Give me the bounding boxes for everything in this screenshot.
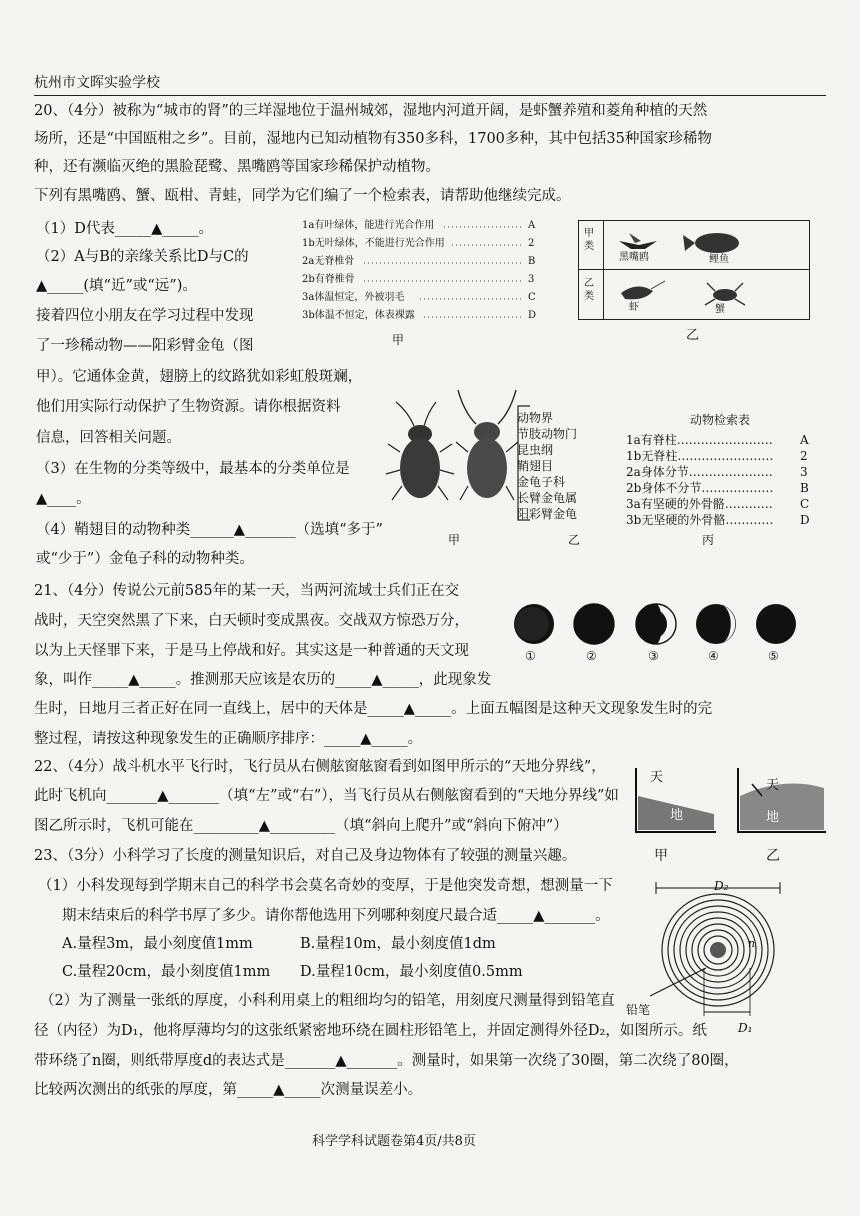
animal-key-row: 3b无坚硬的外骨骼………… [626,513,774,527]
table-yi-label: 乙 [686,328,700,343]
eclipse-label-2: ② [586,649,597,663]
beetle-label: 甲 [448,533,461,547]
q20-line-4: 下列有黑嘴鸥、蟹、瓯柑、青蛙，同学为它们编了一个检索表，请帮助他继续完成。 [34,188,571,204]
beetle-icon [386,402,454,500]
label-n: n [748,937,756,950]
taxonomy-label: 乙 [568,533,581,547]
q23-option-a: A.量程3m，最小刻度值1mm [62,936,253,952]
taxonomy-item: 鞘翅目 [517,459,554,473]
animal-key-code: D [800,513,810,527]
horizon-yi-label: 乙 [766,848,780,864]
taxonomy-item: 节肢动物门 [517,427,578,441]
q20-line-3: 种，还有濒临灭绝的黑脸琵鹭、黑嘴鸥等国家珍稀保护动植物。 [34,159,440,175]
key-jia-code: C [528,292,536,303]
label-d1: D₁ [738,1021,753,1035]
q23-line-3: 期末结束后的科学书厚了多少。请你帮他选用下列哪种刻度尺最合适_____▲_______。 [62,908,610,924]
table-yi-drawings [579,221,809,319]
q23-line-4: （2）为了测量一张纸的厚度，小科利用桌上的粗细均匀的铅笔，用刻度尺测量得到铅笔直 [40,993,615,1009]
taxonomy-item: 阳彩臂金龟 [517,507,578,521]
key-jia-code: 2 [528,238,535,249]
animal-key-row: 1a有脊柱…………………… [626,433,773,447]
animal-key-code: A [800,433,809,447]
animal-key-row: 3a有坚硬的外骨骼………… [626,497,773,511]
key-jia-row: 1b无叶绿体，不能进行光合作用 [302,238,445,249]
eclipse-label-5: ⑤ [768,649,779,663]
taxonomy-item: 金龟子科 [517,475,566,489]
q20-text-1: 接着四位小朋友在学习过程中发现 [36,308,254,324]
animal-shrimp: 虾 [629,302,639,313]
page-footer: 科学学科试题卷第4页/共8页 [312,1134,476,1149]
eclipse-label-3: ③ [648,649,659,663]
q23-line-2: （1）小科发现每到学期末自己的科学书会莫名奇妙的变厚，于是他突发奇想，想测量一下 [38,878,613,894]
taxonomy-item: 动物界 [517,411,554,425]
crab-icon [705,283,745,305]
animal-key-code: 3 [800,465,808,479]
q23-line-5: 径（内径）为D₁，他将厚薄均匀的这张纸紧密地环绕在圆柱形铅笔上，并固定测得外径D₂，如图所示。纸 [34,1023,707,1039]
q20-sub-4a: （4）鞘翅目的动物种类______▲_______（选填“多于” [36,522,383,538]
horizon-jia-ground: 地 [670,808,684,823]
animal-key-code: 2 [800,449,808,463]
horizon-yi-sky: 天 [766,778,780,793]
animal-carp: 鲤鱼 [709,254,729,265]
key-jia-row: 2b有脊椎骨 [302,274,355,285]
animal-gull: 黑嘴鸥 [619,252,649,263]
eclipse-phase-2 [574,604,614,644]
key-jia-code: D [528,310,537,321]
carp-icon [683,233,739,253]
q20-sub-4b: 或“少于”）金龟子科的动物种类。 [36,551,254,567]
q23-line-7: 比较两次测出的纸张的厚度，第_____▲_____次测量误差小。 [34,1082,423,1098]
animal-key-title: 动物检索表 [690,413,751,427]
q21-line-1: 21、（4分）传说公元前585年的某一天，当两河流域士兵们正在交 [34,583,460,599]
q23-option-b: B.量程10m，最小刻度值1dm [300,936,496,952]
key-jia-row: 3a体温恒定，外被羽毛 [302,292,405,303]
q23-option-c: C.量程20cm，最小刻度值1mm [62,964,271,980]
q21-line-4: 象，叫作_____▲_____。推测那天应该是农历的_____▲_____，此现象发 [34,672,492,688]
key-jia-row: 2a无脊椎骨 [302,256,355,267]
key-jia-dots [302,219,538,329]
animal-crab: 蟹 [715,304,725,315]
horizon-yi-ground: 地 [766,810,780,825]
eclipse-phases [510,602,810,662]
gull-icon [619,233,657,249]
animal-key-code: B [800,481,809,495]
q21-line-6: 整过程，请按这种现象发生的正确顺序排序：_____▲_____。 [34,731,423,747]
q20-text-3: 甲）。它通体金黄，翅膀上的纹路犹如彩虹般斑斓， [36,369,363,385]
horizon-jia-sky: 天 [650,770,664,785]
horizon-yi [738,768,826,832]
label-d2: D₂ [714,879,729,893]
horizon-figure [634,766,830,838]
key-jia-code: 3 [528,274,535,285]
q23-option-d: D.量程10cm，最小刻度值0.5mm [300,964,523,980]
table-yi-row2-label: 乙类 [584,278,594,302]
q20-sub-3a: （3）在生物的分类等级中，最基本的分类单位是 [36,461,350,477]
key-jia-row: 3b体温不恒定，体表裸露 [302,310,415,321]
q22-line-2: 此时飞机向_______▲_______（填“左”或“右”），当飞行员从右侧舷窗看到的“天地分界线”如 [34,788,619,804]
horizon-jia-label: 甲 [654,848,668,864]
q20-line-2: 场所，还是“中国瓯柑之乡”。目前，湿地内已知动植物有350多科，1700多种，其中包括35种国家珍稀物 [34,131,712,147]
label-pencil: 铅笔 [626,1003,651,1017]
animal-key-row: 2b身体不分节……………… [626,481,774,495]
eclipse-phase-4 [696,604,736,644]
eclipse-phase-3 [636,604,676,644]
taxonomy-item: 长臂金龟属 [517,491,578,505]
q20-text-4: 他们用实际行动保护了生物资源。请你根据资料 [36,399,341,415]
q21-line-3: 以为上天怪罪下来，于是马上停战和好。其实这是一种普通的天文现 [34,643,469,659]
animal-key-row: 2a身体分节………………… [626,465,773,479]
animal-key-label: 丙 [702,533,715,547]
key-jia [302,219,538,329]
key-jia-label: 甲 [392,333,405,347]
q22-line-3: 图乙所示时，飞机可能在_________▲_________（填“斜向上爬升”或“斜向下俯冲”） [34,818,568,834]
eclipse-label-1: ① [525,649,536,663]
q22-line-1: 22、（4分）战斗机水平飞行时，飞行员从右侧舷窗舷窗看到如图甲所示的“天地分界线”， [34,759,606,775]
q20-text-2: 了一珍稀动物——阳彩臂金龟（图 [36,338,254,354]
key-jia-code: A [528,220,536,231]
taxonomy-item: 昆虫纲 [517,443,554,457]
table-yi [578,220,810,320]
q23-line-1: 23、（3分）小科学习了长度的测量知识后，对自己及身边物体有了较强的测量兴趣。 [34,848,577,864]
q20-line-1: 20、（4分）被称为“城市的肾”的三垟湿地位于温州城郊，湿地内河道开阔，是虾蟹养殖和菱角种植的天然 [34,103,708,119]
animal-key-code: C [800,497,810,511]
wound-paper-figure [640,878,788,1018]
q20-sub-3b: ▲____。 [36,491,91,507]
key-jia-row: 1a有叶绿体，能进行光合作用 [302,220,435,231]
header-rule [34,95,826,96]
pencil-icon [710,942,726,958]
eclipse-phase-1 [514,604,554,644]
q20-sub-1: （1）D代表_____▲_____。 [36,221,214,237]
eclipse-phase-5 [756,604,796,644]
table-yi-row1-label: 甲类 [584,228,594,252]
q23-line-6: 带环绕了n圈，则纸带厚度d的表达式是_______▲_______。测量时，如果第一次绕了30圈，第二次绕了80圈， [34,1053,739,1069]
shrimp-icon [621,281,665,299]
q20-sub-2b: ▲_____(填“近”或“远”)。 [36,278,197,294]
q20-text-5: 信息，回答相关问题。 [36,430,181,446]
q20-sub-2a: （2）A与B的亲缘关系比D与C的 [36,249,249,265]
animal-key-row: 1b无脊柱…………………… [626,449,774,463]
eclipse-label-4: ④ [708,649,719,663]
q21-line-5: 生时，日地月三者正好在同一直线上，居中的天体是_____▲_____。上面五幅图是这种天文现象发生时的完 [34,701,713,717]
school-header: 杭州市文晖实验学校 [34,75,160,91]
key-jia-code: B [528,256,536,267]
q21-line-2: 战时，天空突然黑了下来，白天顿时变成黑夜。交战双方惊恐万分， [34,613,469,629]
